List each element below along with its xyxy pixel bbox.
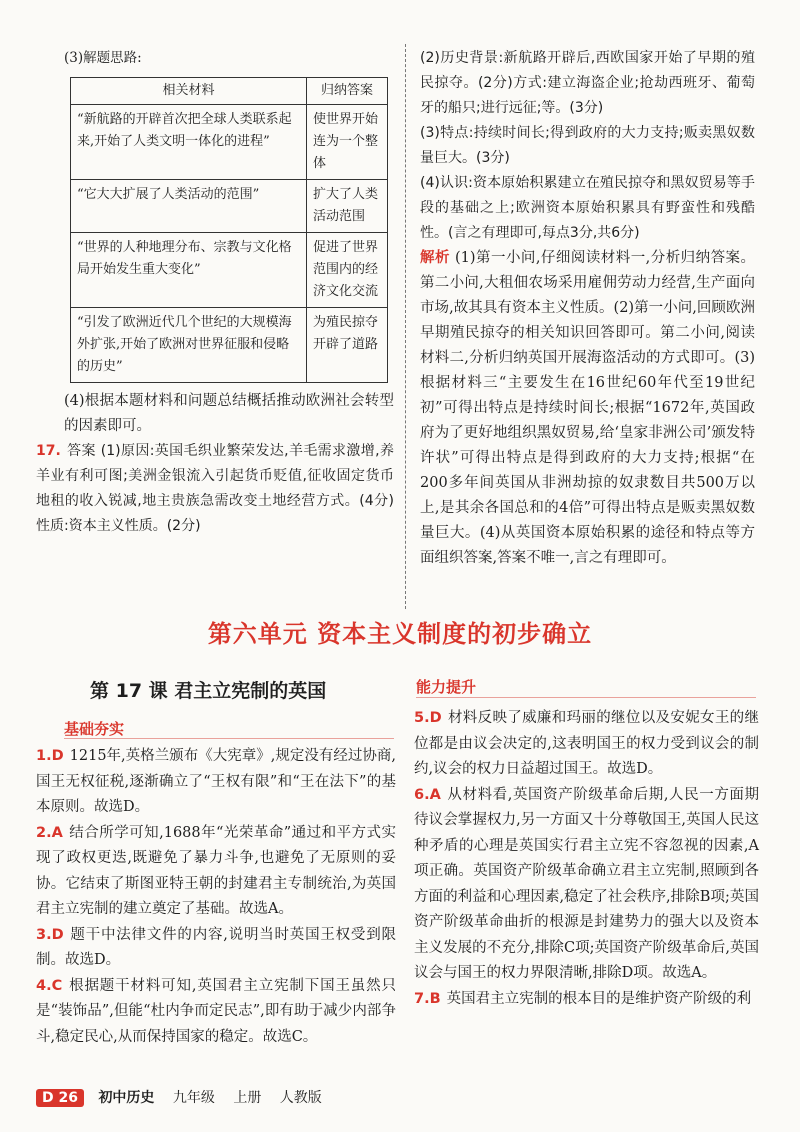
list-item <box>36 974 396 1051</box>
item-text: 材料反映了威廉和玛丽的继位以及安妮女王的继位都是由议会决定的,这表明国王的权力受到议会的制约,议会的权力日益超过国王。故选D。 <box>414 710 759 777</box>
table-row <box>71 308 388 383</box>
item-text: 题干中法律文件的内容,说明当时英国王权受到限制。故选D。 <box>36 926 396 968</box>
item-text: 1215年,英格兰颁布《大宪章》,规定没有经过协商,国王无权征税,逐渐确立了“王权有限”和“王在法下”的基本原则。故选D。 <box>36 748 396 815</box>
item-number: 3.D <box>36 926 64 943</box>
item-text: 从材料看,英国资产阶级革命后期,人民一方面期待议会掌握权力,另一方面又十分尊敬国王,英国人民这种矛盾的心理是英国实行君主立宪不容忽视的因素,A项正确。英国资产阶级革命确立君主立宪制,照顾到各方面的利益和心理因素,稳定了社会秩序,排除B项;英国资产阶级革命曲折的根源是封建势力的强大以及资本主义发展的不充分,排除C项;英国资产阶级革命后,英国议会与国王的权力界限清晰,排除D项。故选A。 <box>414 786 759 981</box>
table-cell: 为殖民掠夺开辟了道路 <box>307 308 388 383</box>
item-text: 英国君主立宪制的根本目的是维护资产阶级的利 <box>446 990 752 1007</box>
table-cell: 扩大了人类活动范围 <box>307 180 388 233</box>
footer-volume: 上册 <box>233 1090 262 1106</box>
table-cell: 促进了世界范围内的经济文化交流 <box>307 233 388 308</box>
section-ability-underline <box>416 697 756 698</box>
table-cell: “它大大扩展了人类活动的范围” <box>71 180 307 233</box>
q17-answer-block <box>36 439 394 539</box>
table-cell: 使世界开始连为一个整体 <box>307 105 388 180</box>
item-number: 7.B <box>414 990 441 1007</box>
basic-items-column <box>36 744 396 1050</box>
item-text: 根据题干材料可知,英国君主立宪制下国王虽然只是“装饰品”,但能“杜内争而定民志”,即有助于减少内部争斗,稳定民心,从而保持国家的稳定。故选C。 <box>36 977 396 1045</box>
thinking-label: (3)解题思路: <box>64 50 142 66</box>
table-cell: “引发了欧洲近代几个世纪的大规模海外扩张,开始了欧洲对世界征服和侵略的历史” <box>71 308 307 383</box>
section-basic-underline <box>64 738 394 739</box>
page-number-badge: D 26 <box>36 1089 84 1107</box>
table-header-cell: 相关材料 <box>71 78 307 105</box>
list-item <box>36 744 396 821</box>
item-number: 6.A <box>414 786 441 803</box>
analysis-label: 解析 <box>420 250 450 266</box>
material-table <box>70 77 388 383</box>
footer-grade: 九年级 <box>172 1090 215 1106</box>
list-item <box>414 706 759 783</box>
analysis-text: (1)第一小问,仔细阅读材料一,分析归纳答案。第二小问,大租佃农场采用雇佣劳动力经营,生产面向市场,故其具有资本主义性质。(2)第一小问,回顾欧洲早期殖民掠夺的相关知识回答即可。第二小问,阅读材料二,分析归纳英国开展海盗活动的方式即可。(3)根据材料三“主要发生在16世纪60年代至19世纪初”可得出特点是持续时间长;根据“1672年,英国政府为了更好地组织黑奴贸易,给‘皇家非洲公司’颁发特许状”可得出特点是得到政府的大力支持;根据“在200多年间英国从非洲劫掠的奴隶数目共500万以上,是其余各国总和的4倍”可得出特点是贩卖黑奴数量巨大。(4)从英国资本原始积累的途径和特点等方面组织答案,答案不唯一,言之有理即可。 <box>420 250 756 566</box>
answer-part-4: (4)认识:资本原始积累建立在殖民掠夺和黑奴贸易等手段的基础之上;欧洲资本原始积累具有野蛮性和残酷性。(言之有理即可,每点3分,共6分) <box>420 175 755 241</box>
footer-subject: 初中历史 <box>98 1090 155 1106</box>
ability-items-column <box>414 706 759 1012</box>
unit-title: 第六单元 资本主义制度的初步确立 <box>207 620 593 648</box>
item-number: 5.D <box>414 710 442 726</box>
column-divider <box>405 44 406 609</box>
q17-answer: 答案 (1)原因:英国毛织业繁荣发达,羊毛需求激增,养羊业有利可图;美洲金银流入引起货币贬值,征收固定货币地租的收入锐减,地主贵族急需改变土地经营方式。(4分)性质:资本主义性质。(2分) <box>36 443 394 534</box>
upper-left-column <box>36 46 394 539</box>
table-header-row <box>71 78 388 105</box>
point-4: (4)根据本题材料和问题总结概括推动欧洲社会转型的因素即可。 <box>64 393 394 434</box>
q17-number: 17. <box>36 443 61 459</box>
item-number: 1.D <box>36 748 64 764</box>
answer-part-3: (3)特点:持续时间长;得到政府的大力支持;贩卖黑奴数量巨大。(3分) <box>420 125 755 166</box>
table-cell: “新航路的开辟首次把全球人类联系起来,开始了人类文明一体化的进程” <box>71 105 307 180</box>
analysis-block <box>420 246 755 571</box>
table-row <box>71 105 388 180</box>
list-item <box>414 987 759 1013</box>
section-basic-label: 基础夯实 <box>64 720 125 738</box>
section-ability-label: 能力提升 <box>416 678 477 696</box>
item-number: 2.A <box>36 824 63 841</box>
list-item <box>36 923 396 974</box>
table-row <box>71 233 388 308</box>
item-text: 结合所学可知,1688年“光荣革命”通过和平方式实现了政权更迭,既避免了暴力斗争,也避免了无原则的妥协。它结束了斯图亚特王朝的封建君主专制统治,为英国君主立宪制的建立奠定了基础。故选A。 <box>36 824 396 917</box>
answer-part-2: (2)历史背景:新航路开辟后,西欧国家开始了早期的殖民掠夺。(2分)方式:建立海盗企业;抢劫西班牙、葡萄牙的船只;进行远征;等。(3分) <box>420 50 755 116</box>
page-footer <box>36 1087 336 1107</box>
item-number: 4.C <box>36 977 63 994</box>
list-item <box>414 783 759 987</box>
footer-edition: 人教版 <box>279 1090 322 1106</box>
upper-right-column <box>420 46 755 571</box>
table-header-cell: 归纳答案 <box>307 78 388 105</box>
table-cell: “世界的人种地理分布、宗教与文化格局开始发生重大变化” <box>71 233 307 308</box>
table-row <box>71 180 388 233</box>
lesson-title: 第 17 课 君主立宪制的英国 <box>90 680 327 702</box>
list-item <box>36 821 396 923</box>
